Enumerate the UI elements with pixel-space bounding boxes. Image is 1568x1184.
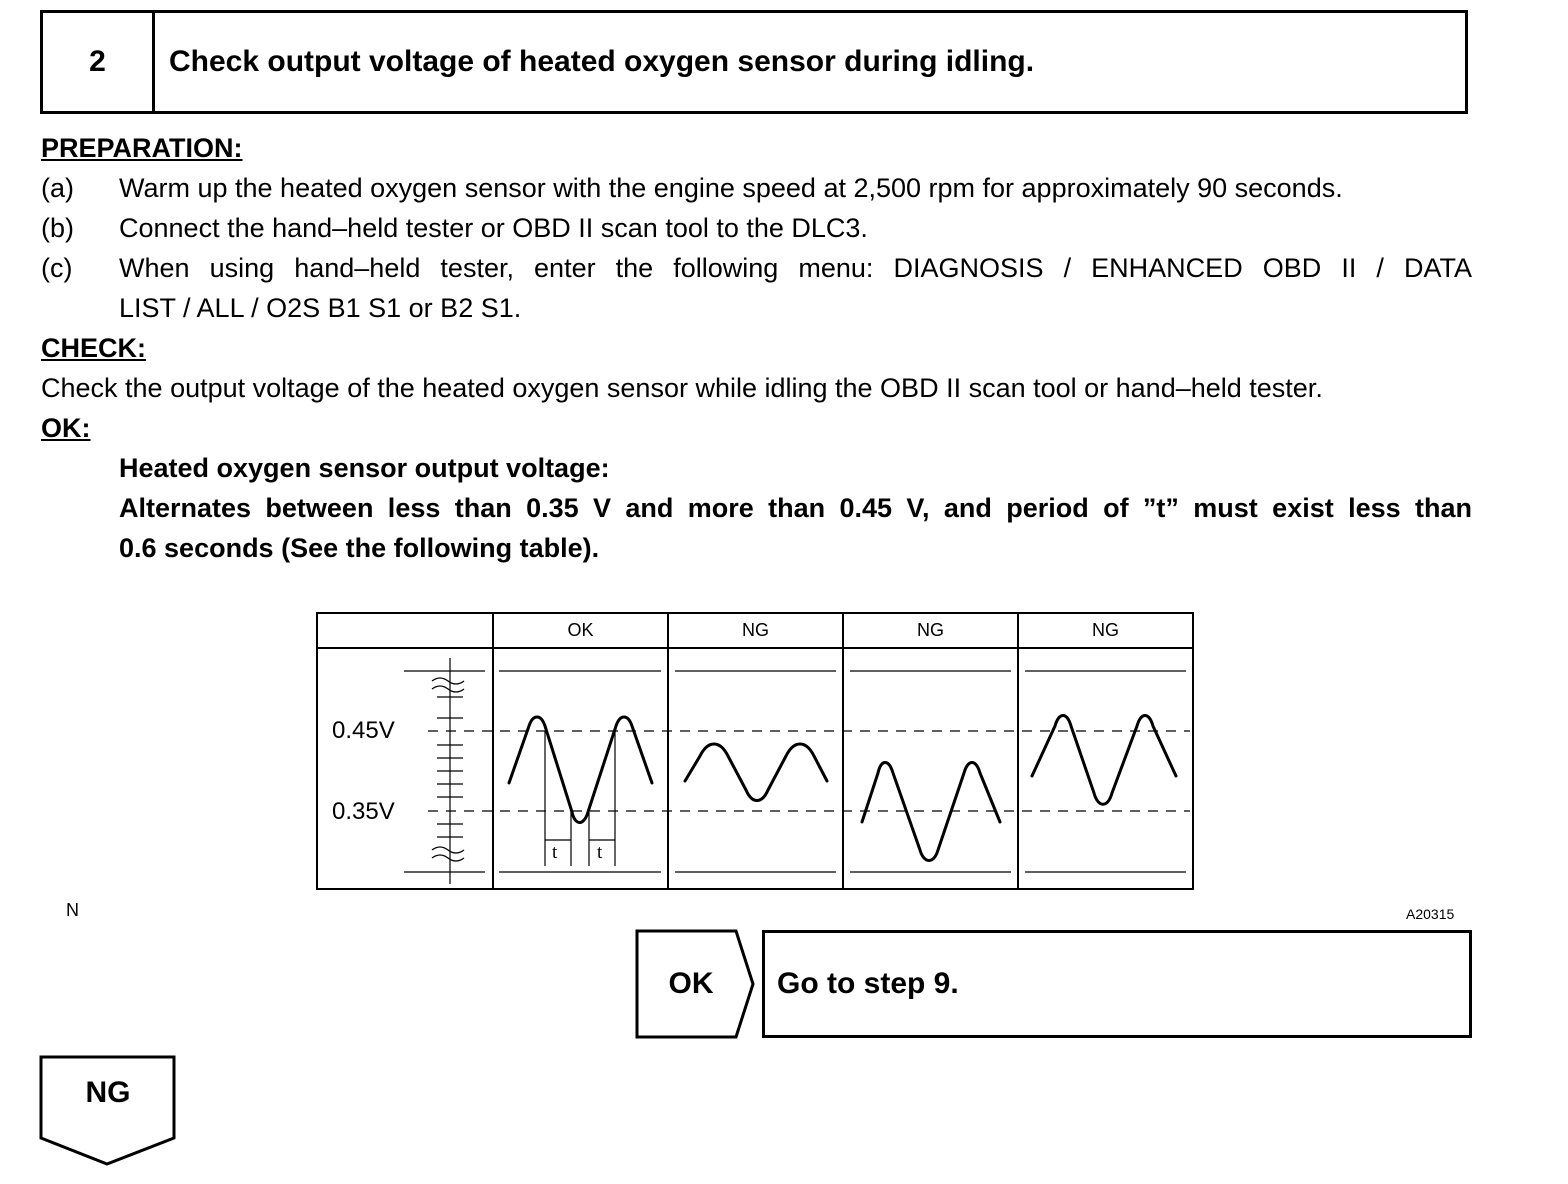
check-text: Check the output voltage of the heated oxygen sensor while idling the OBD II scan tool or hand–held tester. bbox=[41, 373, 1323, 403]
period-label-t-1: t bbox=[552, 842, 558, 863]
waveform-ng-1 bbox=[685, 744, 827, 801]
column-header-ok: OK bbox=[567, 620, 594, 640]
period-label-t-2: t bbox=[597, 842, 603, 863]
ok-result-label: OK bbox=[668, 967, 714, 1000]
y-label-0-35v: 0.35V bbox=[332, 798, 395, 825]
ok-heading: OK: bbox=[41, 413, 91, 443]
check-heading: CHECK: bbox=[41, 333, 146, 363]
waveform-ng-3 bbox=[1032, 716, 1176, 805]
prep-text-c-line2: LIST / ALL / O2S B1 S1 or B2 S1. bbox=[119, 293, 522, 323]
ok-criteria-line1: Heated oxygen sensor output voltage: bbox=[119, 453, 610, 483]
column-header-ng-2: NG bbox=[917, 620, 944, 640]
column-header-ng-1: NG bbox=[742, 620, 769, 640]
prep-label-b: (b) bbox=[41, 213, 74, 243]
waveform-ok bbox=[509, 717, 652, 823]
corner-label: N bbox=[66, 900, 79, 920]
ok-action-box bbox=[762, 930, 1472, 1038]
y-label-0-45v: 0.45V bbox=[332, 717, 395, 744]
figure-id: A20315 bbox=[1406, 906, 1455, 922]
preparation-heading: PREPARATION: bbox=[41, 133, 243, 163]
ng-result-label: NG bbox=[85, 1076, 131, 1109]
prep-text-c-line1: When using hand–held tester, enter the following menu: DIAGNOSIS / ENHANCED OBD II / DATA bbox=[119, 253, 1472, 283]
prep-label-c: (c) bbox=[41, 253, 73, 283]
ok-criteria-line2: Alternates between less than 0.35 V and more than 0.45 V, and period of ”t” must exist less than bbox=[119, 493, 1472, 523]
ng-arrow-shape bbox=[38, 1054, 178, 1168]
prep-text-a: Warm up the heated oxygen sensor with the engine speed at 2,500 rpm for approximately 90 seconds. bbox=[119, 173, 1343, 203]
column-header-ng-3: NG bbox=[1092, 620, 1119, 640]
step-title: Check output voltage of heated oxygen sensor during idling. bbox=[169, 45, 1035, 78]
ok-action-text: Go to step 9. bbox=[777, 967, 959, 1000]
step-number: 2 bbox=[43, 13, 155, 111]
prep-label-a: (a) bbox=[41, 173, 74, 203]
figure-table-border bbox=[317, 613, 1193, 889]
prep-text-b: Connect the hand–held tester or OBD II scan tool to the DLC3. bbox=[119, 213, 868, 243]
ok-criteria-line3: 0.6 seconds (See the following table). bbox=[119, 533, 600, 563]
